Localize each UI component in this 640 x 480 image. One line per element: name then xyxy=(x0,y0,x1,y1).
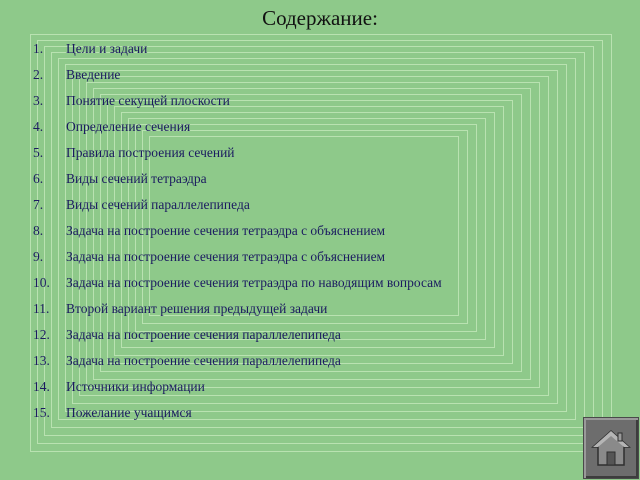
toc-item-6[interactable] xyxy=(0,169,600,195)
toc-number: 7. xyxy=(33,197,44,212)
toc-label: Цели и задачи xyxy=(66,41,148,56)
toc-item-12[interactable] xyxy=(0,325,600,351)
toc-item-1[interactable] xyxy=(0,39,600,65)
toc-number: 1. xyxy=(33,41,44,56)
toc-label: Второй вариант решения предыдущей задачи xyxy=(66,301,328,316)
toc-item-11[interactable] xyxy=(0,299,600,325)
slide-title: Содержание: xyxy=(262,6,378,30)
toc-number: 5. xyxy=(33,145,44,160)
toc-label: Правила построения сечений xyxy=(66,145,235,160)
toc-item-4[interactable] xyxy=(0,117,600,143)
toc-label: Пожелание учащимся xyxy=(66,405,192,420)
toc-number: 6. xyxy=(33,171,44,186)
toc-label: Задача на построение сечения параллелепипеда xyxy=(66,327,341,342)
toc-item-7[interactable] xyxy=(0,195,600,221)
toc-label: Задача на построение сечения тетраэдра по наводящим вопросам xyxy=(66,275,442,290)
toc-item-9[interactable] xyxy=(0,247,600,273)
toc-label: Задача на построение сечения параллелепипеда xyxy=(66,353,341,368)
toc-item-2[interactable] xyxy=(0,65,600,91)
toc-label: Задача на построение сечения тетраэдра с объяснением xyxy=(66,223,386,238)
toc-label: Введение xyxy=(66,67,121,82)
toc-item-3[interactable] xyxy=(0,91,600,117)
toc-item-5[interactable] xyxy=(0,143,600,169)
table-of-contents xyxy=(0,39,600,429)
toc-item-14[interactable] xyxy=(0,377,600,403)
toc-label: Виды сечений параллелепипеда xyxy=(66,197,250,212)
toc-number: 9. xyxy=(33,249,44,264)
toc-number: 15. xyxy=(33,405,50,420)
toc-number: 11. xyxy=(33,301,50,316)
toc-number: 4. xyxy=(33,119,44,134)
toc-item-13[interactable] xyxy=(0,351,600,377)
toc-item-8[interactable] xyxy=(0,221,600,247)
toc-number: 2. xyxy=(33,67,44,82)
toc-label: Определение сечения xyxy=(66,119,191,134)
toc-label: Виды сечений тетраэдра xyxy=(66,171,207,186)
toc-number: 14. xyxy=(33,379,50,394)
toc-number: 8. xyxy=(33,223,44,238)
toc-item-10[interactable] xyxy=(0,273,600,299)
toc-label: Задача на построение сечения тетраэдра с объяснением xyxy=(66,249,386,264)
toc-label: Источники информации xyxy=(66,379,205,394)
toc-number: 13. xyxy=(33,353,50,368)
toc-number: 3. xyxy=(33,93,44,108)
toc-item-15[interactable] xyxy=(0,403,600,429)
home-button[interactable] xyxy=(583,417,639,479)
toc-number: 10. xyxy=(33,275,50,290)
home-icon xyxy=(591,428,631,468)
toc-label: Понятие секущей плоскости xyxy=(66,93,230,108)
toc-number: 12. xyxy=(33,327,50,342)
